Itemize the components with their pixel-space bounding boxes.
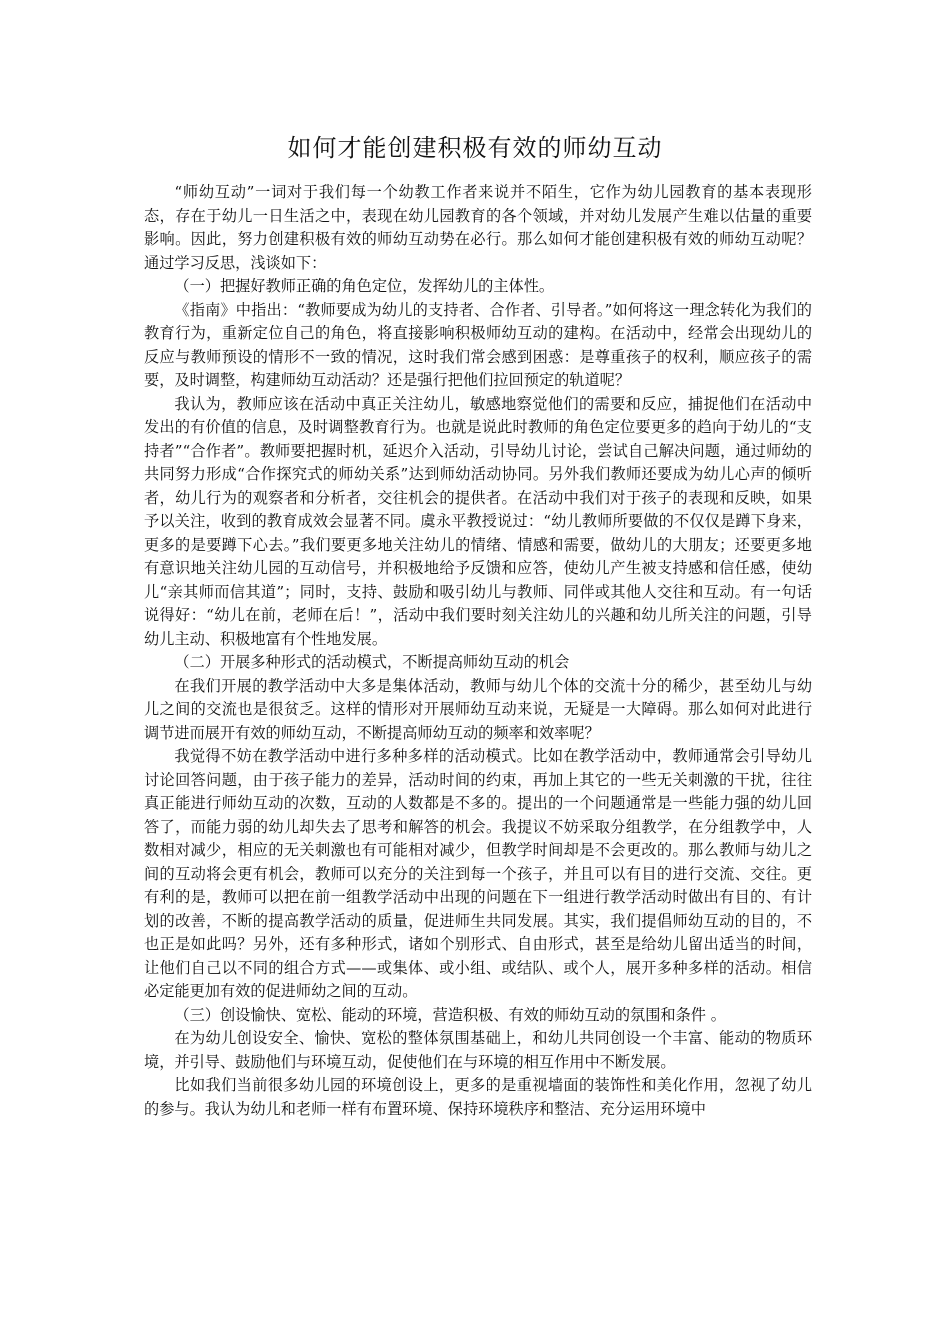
body-paragraph: 在我们开展的教学活动中大多是集体活动，教师与幼儿个体的交流十分的稀少，甚至幼儿与幼儿之间的交流也是很贫乏。这样的情形对开展师幼互动来说，无疑是一大障碍。那么如何对此进行调节进而展开有效的师幼互动，不断提高师幼互动的频率和效率呢？ [144, 676, 812, 742]
section-heading-1: （一）把握好教师正确的角色定位，发挥幼儿的主体性。 [174, 277, 555, 295]
document-body [144, 181, 812, 1121]
section-heading-3: （三）创设愉快、宽松、能动的环境，营造积极、有效的师幼互动的氛围和条件 。 [174, 1005, 726, 1024]
section-heading-2: （二）开展多种形式的活动模式，不断提高师幼互动的机会 [174, 653, 570, 671]
body-paragraph: 我认为，教师应该在活动中真正关注幼儿，敏感地察觉他们的需要和反应，捕捉他们在活动中发出的有价值的信息，及时调整教育行为。也就是说此时教师的角色定位要更多的趋向于幼儿的“支持者”“合作者”。教师要把握时机，延迟介入活动，引导幼儿讨论，尝试自己解决问题，通过师幼的共同努力形成“合作探究式的师幼关系”达到师幼活动协同。另外我们教师还要成为幼儿心声的倾听者，幼儿行为的观察者和分析者，交往机会的提供者。在活动中我们对于孩子的表现和反映，如果予以关注，收到的教育成效会显著不同。虞永平教授说过：“幼儿教师所要做的不仅仅是蹲下身来，更多的是要蹲下心去。”我们要更多地关注幼儿的情绪、情感和需要，做幼儿的大朋友；还要更多地有意识地关注幼儿园的互动信号，并积极地给予反馈和应答，使幼儿产生被支持感和信任感，使幼儿“亲其师而信其道”；同时，支持、鼓励和吸引幼儿与教师、同伴或其他人交往和互动。有一句话说得好：“幼儿在前，老师在后！”，活动中我们要时刻关注幼儿的兴趣和幼儿所关注的问题，引导幼儿主动、积极地富有个性地发展。 [144, 394, 812, 648]
intro-paragraph: “师幼互动”一词对于我们每一个幼教工作者来说并不陌生，它作为幼儿园教育的基本表现形态，存在于幼儿一日生活之中，表现在幼儿园教育的各个领域，并对幼儿发展产生难以估量的重要影响。因此，努力创建积极有效的师幼互动势在必行。那么如何才能创建积极有效的师幼互动呢？通过学习反思，浅谈如下： [144, 183, 812, 272]
body-paragraph: 《指南》中指出：“教师要成为幼儿的支持者、合作者、引导者。”如何将这一理念转化为我们的教育行为，重新定位自己的角色，将直接影响积极师幼互动的建构。在活动中，经常会出现幼儿的反应与教师预设的情形不一致的情况，这时我们常会感到困惑：是尊重孩子的权利，顺应孩子的需要，及时调整，构建师幼互动活动？还是强行把他们拉回预定的轨道呢？ [144, 300, 812, 389]
document-title: 如何才能创建积极有效的师幼互动 [287, 134, 663, 162]
body-paragraph: 在为幼儿创设安全、愉快、宽松的整体氛围基础上，和幼儿共同创设一个丰富、能动的物质环境，并引导、鼓励他们与环境互动，促使他们在与环境的相互作用中不断发展。 [144, 1029, 812, 1071]
body-paragraph: 我觉得不妨在教学活动中进行多种多样的活动模式。比如在教学活动中，教师通常会引导幼儿讨论回答问题，由于孩子能力的差异，活动时间的约束，再加上其它的一些无关刺激的干扰，往往真正能进行师幼互动的次数，互动的人数都是不多的。提出的一个问题通常是一些能力强的幼儿回答了，而能力弱的幼儿却失去了思考和解答的机会。我提议不妨采取分组教学，在分组教学中，人数相对减少，相应的无关刺激也有可能相对减少，但教学时间却是不会更改的。那么教师与幼儿之间的互动将会更有机会，教师可以充分的关注到每一个孩子，并且可以有目的进行交流、交往。更有利的是，教师可以把在前一组教学活动中出现的问题在下一组进行教学活动时做出有目的、有计划的改善，不断的提高教学活动的质量，促进师生共同发展。其实，我们提倡师幼互动的目的，不也正是如此吗？另外，还有多种形式，诸如个别形式、自由形式，甚至是给幼儿留出适当的时间，让他们自己以不同的组合方式——或集体、或小组、或结队、或个人，展开多种多样的活动。相信必定能更加有效的促进师幼之间的互动。 [144, 747, 812, 1000]
body-paragraph: 比如我们当前很多幼儿园的环境创设上，更多的是重视墙面的装饰性和美化作用，忽视了幼儿的参与。我认为幼儿和老师一样有布置环境、保持环境秩序和整洁、充分运用环境中 [144, 1076, 812, 1118]
